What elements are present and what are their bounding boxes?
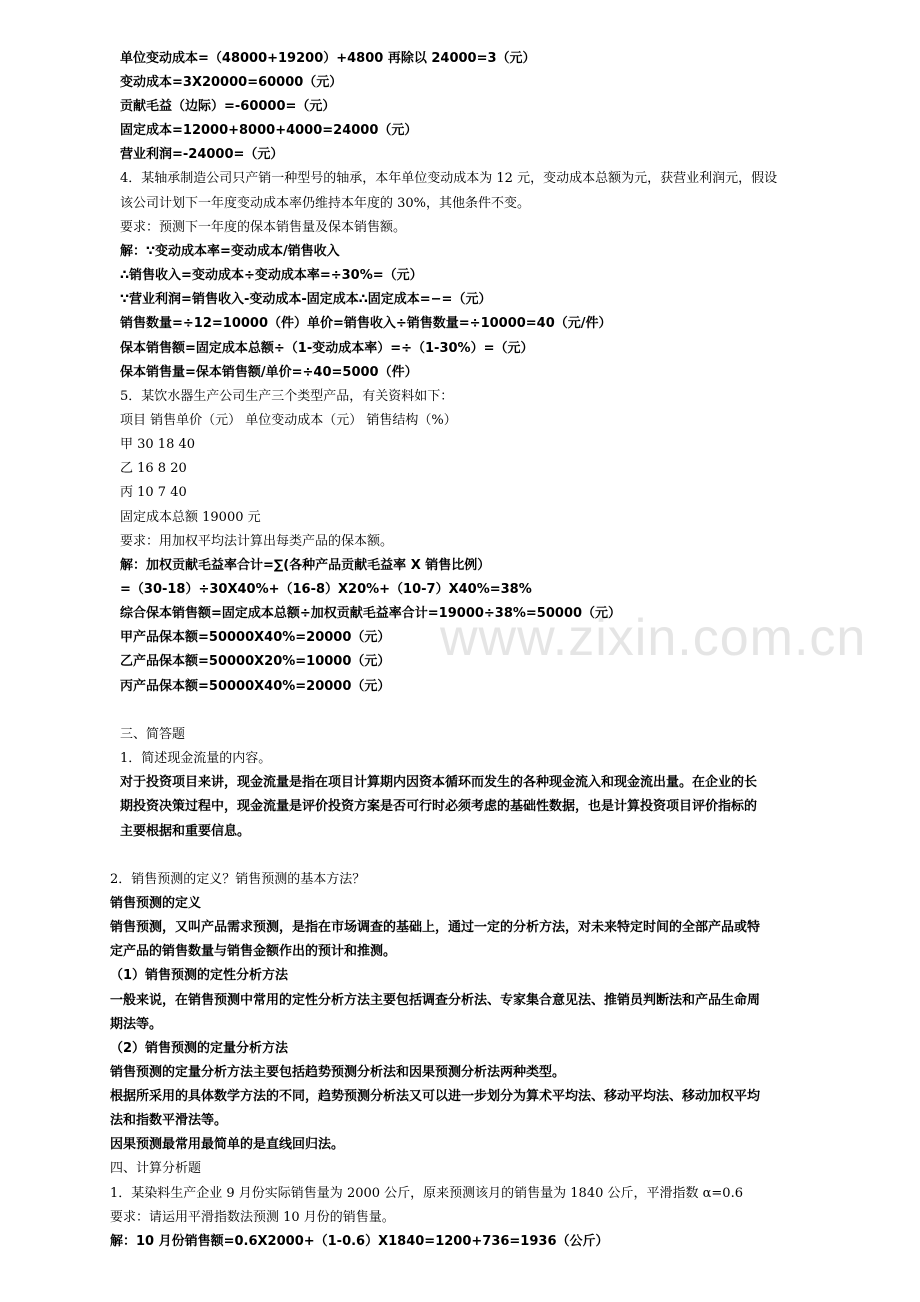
text-line: 期法等。 (110, 1017, 163, 1032)
text-line: 解：10 月份销售额=0.6X2000+（1-0.6）X1840=1200+736=1936（公斤） (110, 1234, 609, 1249)
text-line: 主要根据和重要信息。 (120, 824, 251, 839)
text-line: 甲 30 18 40 (120, 437, 196, 452)
text-line: 乙产品保本额=50000X20%=10000（元） (120, 654, 391, 669)
text-line: 期投资决策过程中，现金流量是评价投资方案是否可行时必须考虑的基础性数据，也是计算投资项目评价指标的 (120, 799, 758, 814)
text-line: ∴销售收入=变动成本÷变动成本率=÷30%=（元） (120, 268, 423, 283)
text-line: 该公司计划下一年度变动成本率仍维持本年度的 30%，其他条件不变。 (120, 196, 531, 211)
text-line: 贡献毛益（边际）=-60000=（元） (120, 99, 336, 114)
text-line: 固定成本=12000+8000+4000=24000（元） (120, 123, 418, 138)
text-line: 根据所采用的具体数学方法的不同，趋势预测分析法又可以进一步划分为算术平均法、移动平均法、移动加权平均 (110, 1089, 761, 1104)
text-line: 解：∵变动成本率=变动成本/销售收入 (120, 244, 340, 259)
text-line: 因果预测最常用最简单的是直线回归法。 (110, 1137, 345, 1152)
text-line: 综合保本销售额=固定成本总额÷加权贡献毛益率合计=19000÷38%=50000（元） (120, 606, 622, 621)
text-line: 解：加权贡献毛益率合计=∑(各种产品贡献毛益率 X 销售比例） (120, 558, 491, 573)
section-heading: 四、计算分析题 (110, 1161, 202, 1176)
text-line: 要求：请运用平滑指数法预测 10 月份的销售量。 (110, 1210, 395, 1225)
text-line: 销售数量=÷12=10000（件）单价=销售收入÷销售数量=÷10000=40（元/件） (120, 316, 612, 331)
text-line: 1．某染料生产企业 9 月份实际销售量为 2000 公斤，原来预测该月的销售量为 1840 公斤，平滑指数 α=0.6 (110, 1186, 743, 1201)
text-line: 营业利润=-24000=（元） (120, 147, 284, 162)
text-line: ∵营业利润=销售收入-变动成本-固定成本∴固定成本=−=（元） (120, 292, 492, 307)
text-line: 甲产品保本额=50000X40%=20000（元） (120, 630, 391, 645)
watermark: www.zixin.com.cn (440, 609, 867, 667)
text-line: 销售预测的定量分析方法主要包括趋势预测分析法和因果预测分析法两种类型。 (110, 1065, 566, 1080)
section-heading: 三、简答题 (120, 727, 186, 742)
text-line: 固定成本总额 19000 元 (120, 510, 261, 525)
text-line: 保本销售额=固定成本总额÷（1-变动成本率）=÷（1-30%）=（元） (120, 341, 534, 356)
text-line: 对于投资项目来讲，现金流量是指在项目计算期内因资本循环而发生的各种现金流入和现金流出量。在企业的长 (120, 775, 758, 790)
text-line: 一般来说，在销售预测中常用的定性分析方法主要包括调查分析法、专家集合意见法、推销员判断法和产品生命周 (110, 993, 761, 1008)
text-line: 定产品的销售数量与销售金额作出的预计和推测。 (110, 944, 397, 959)
text-line: 丙产品保本额=50000X40%=20000（元） (120, 679, 391, 694)
text-line: 保本销售量=保本销售额/单价=÷40=5000（件） (120, 365, 418, 380)
text-line: 2．销售预测的定义？销售预测的基本方法？ (110, 872, 366, 887)
text-line: 单位变动成本=（48000+19200）+4800 再除以 24000=3（元） (120, 51, 536, 66)
text-line: 丙 10 7 40 (120, 485, 187, 500)
text-line: （1）销售预测的定性分析方法 (110, 968, 289, 983)
text-line: 销售预测，又叫产品需求预测，是指在市场调查的基础上，通过一定的分析方法，对未来特定时间的全部产品或特 (110, 920, 761, 935)
text-line: 销售预测的定义 (110, 896, 202, 911)
text-line: 法和指数平滑法等。 (110, 1113, 228, 1128)
text-line: 乙 16 8 20 (120, 461, 187, 476)
text-line: 项目 销售单价（元） 单位变动成本（元） 销售结构（%） (120, 413, 457, 428)
text-line: 要求：预测下一年度的保本销售量及保本销售额。 (120, 220, 407, 235)
text-line: 要求：用加权平均法计算出每类产品的保本额。 (120, 534, 394, 549)
text-line: 4．某轴承制造公司只产销一种型号的轴承，本年单位变动成本为 12 元，变动成本总额为元，获营业利润元，假设 (120, 171, 778, 186)
text-line: 1．简述现金流量的内容。 (120, 751, 272, 766)
text-line: 变动成本=3X20000=60000（元） (120, 75, 343, 90)
text-line: =（30-18）÷30X40%+（16-8）X20%+（10-7）X40%=38% (120, 582, 532, 597)
text-line: （2）销售预测的定量分析方法 (110, 1041, 289, 1056)
text-line: 5．某饮水器生产公司生产三个类型产品，有关资料如下： (120, 389, 454, 404)
